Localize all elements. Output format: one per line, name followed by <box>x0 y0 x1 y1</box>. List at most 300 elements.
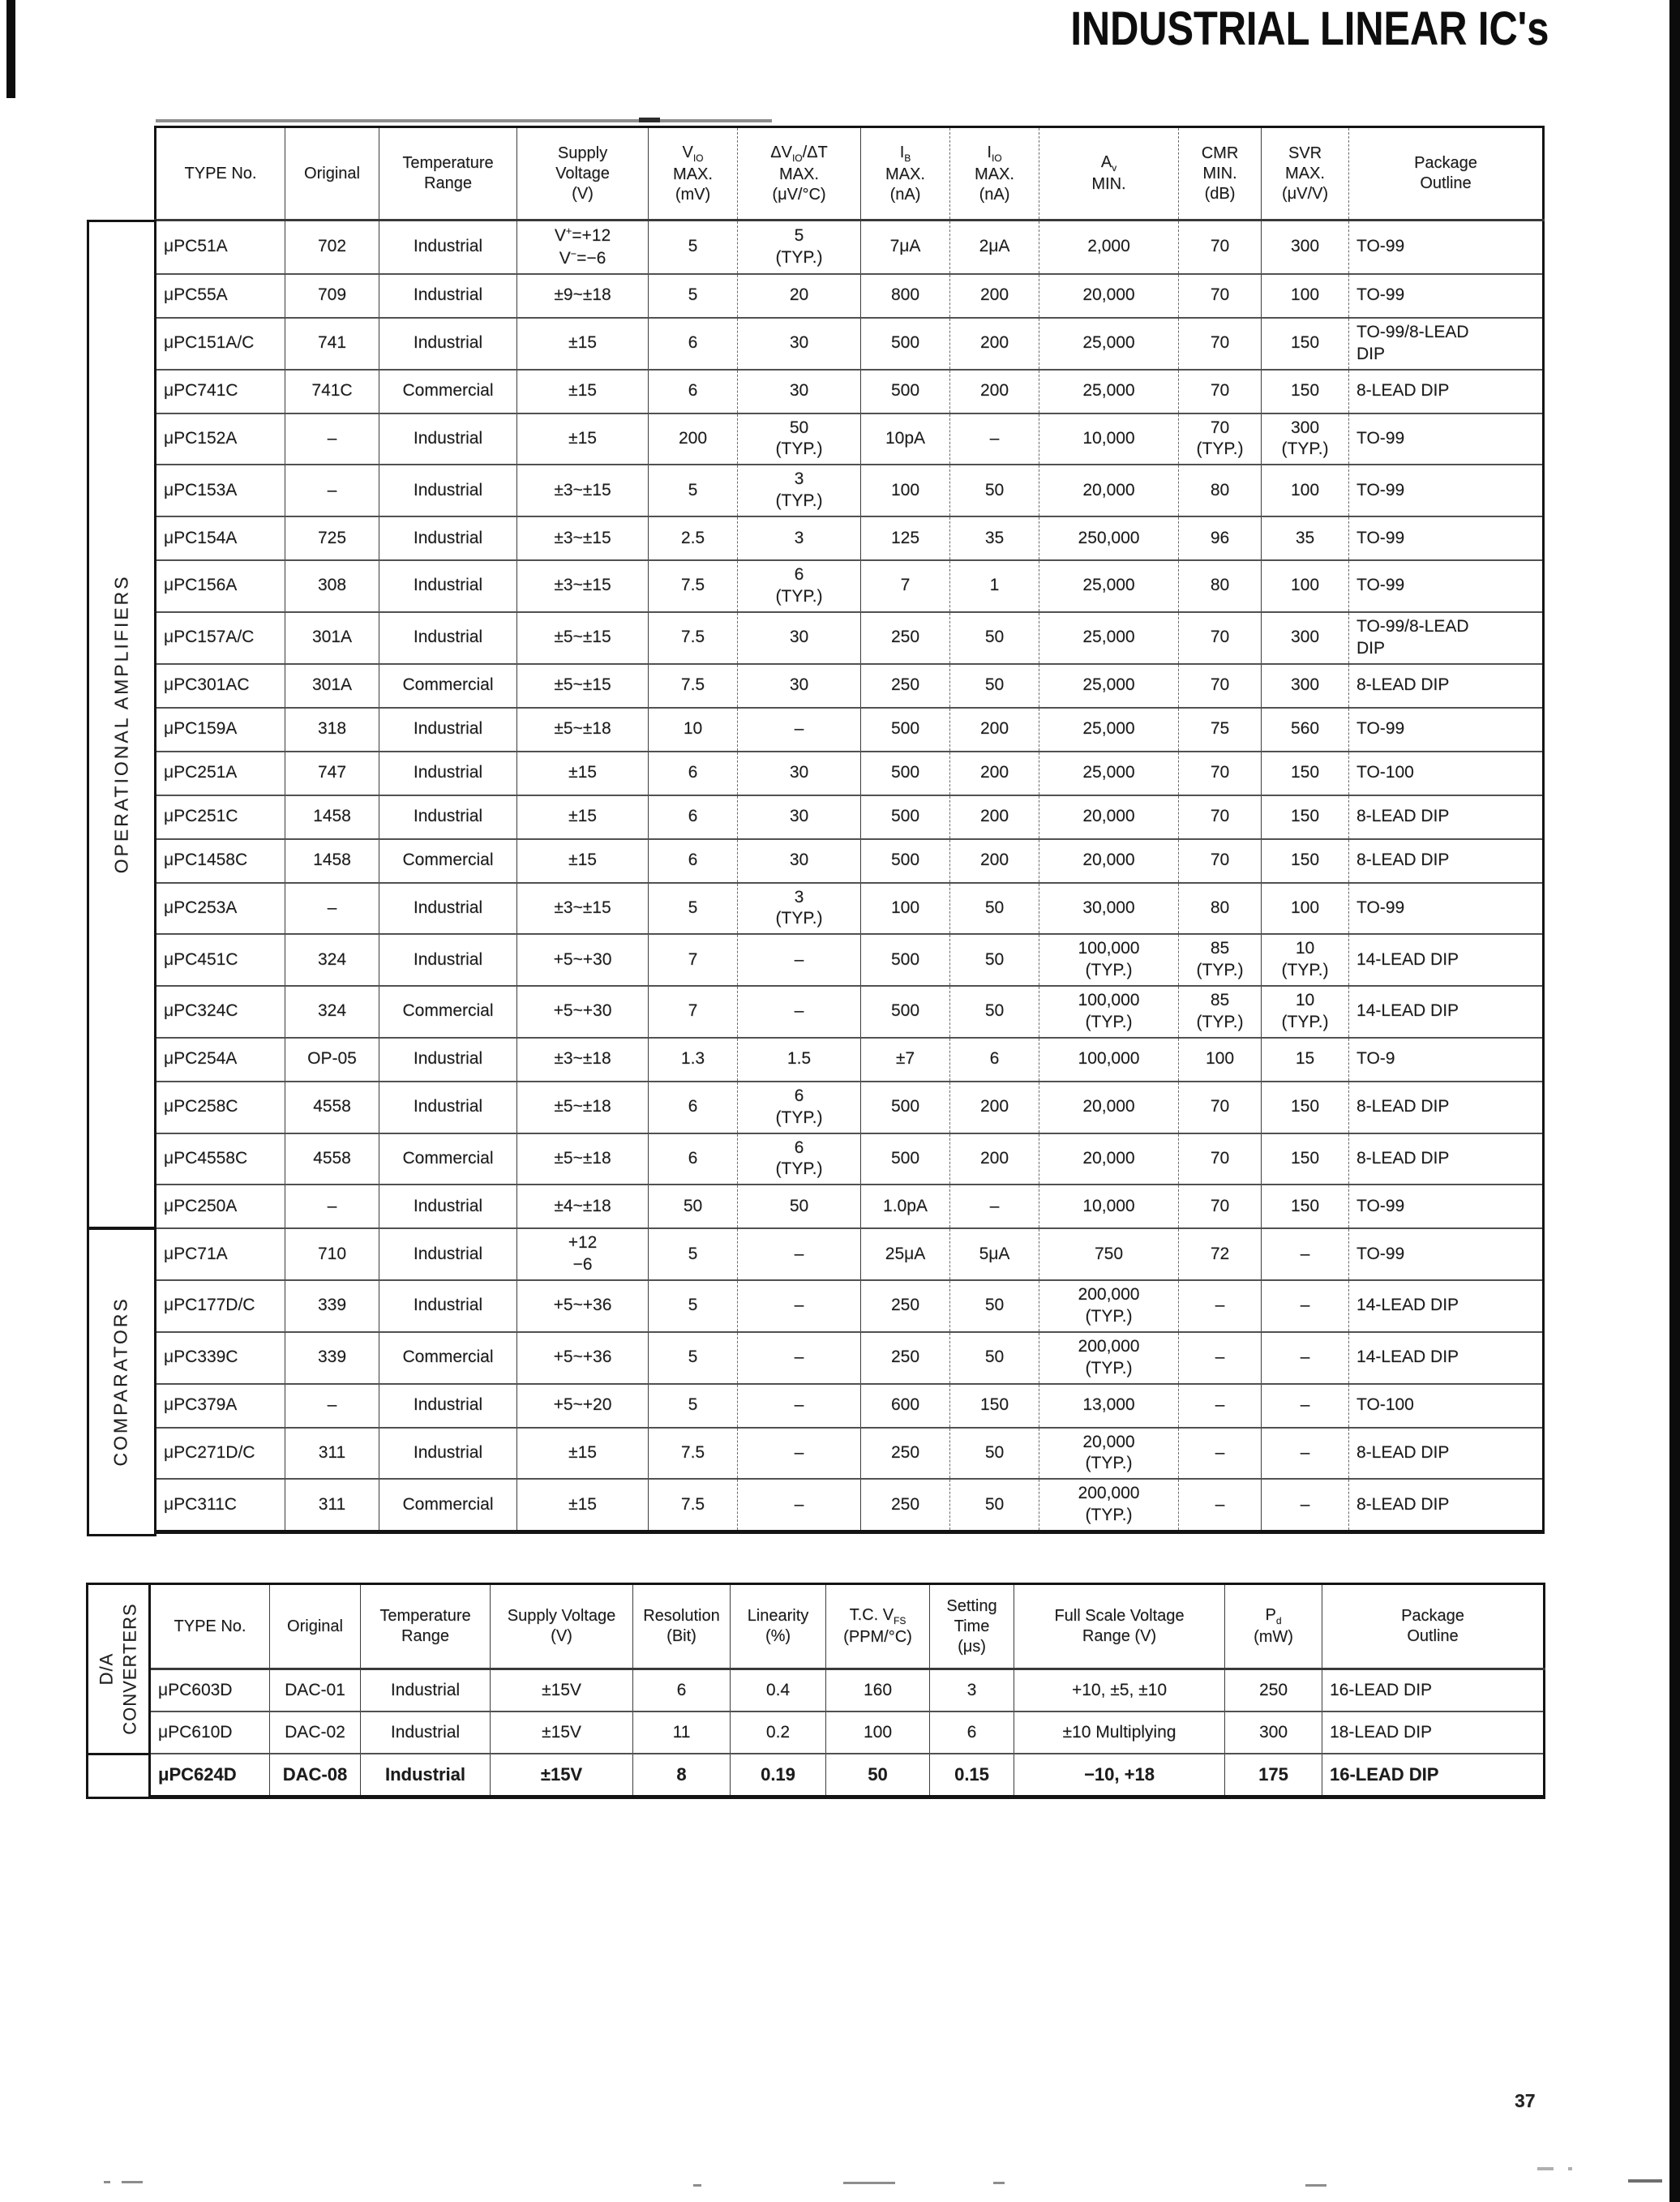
table-cell: – <box>285 413 379 465</box>
table-cell: TO-99 <box>1349 560 1544 612</box>
table-cell: 50 (TYP.) <box>738 413 861 465</box>
table-cell: 5 <box>649 1332 738 1384</box>
table-cell: 300 <box>1262 221 1349 274</box>
table-cell: 8-LEAD DIP <box>1349 1428 1544 1480</box>
table-cell: 100,000 <box>1039 1038 1179 1082</box>
table-cell: 500 <box>861 318 950 370</box>
table-cell: +5~+20 <box>517 1384 649 1428</box>
table-cell: 160 <box>826 1669 930 1712</box>
table-cell: 70 <box>1179 1185 1262 1228</box>
table-cell: 150 <box>1262 370 1349 413</box>
table-cell: 20,000 <box>1039 1133 1179 1185</box>
table-cell: ±15 <box>517 795 649 839</box>
table-cell: 725 <box>285 516 379 560</box>
table-row <box>156 1332 1544 1384</box>
table-cell: DAC-08 <box>270 1754 361 1797</box>
table-cell: – <box>1262 1428 1349 1480</box>
table-cell: μPC339C <box>164 1347 238 1367</box>
table-cell: 25,000 <box>1039 560 1179 612</box>
table-cell: ±15 <box>517 370 649 413</box>
table-cell: 10 <box>649 708 738 752</box>
table-cell: μPC51A <box>164 237 228 256</box>
table-cell: μPC153A <box>164 480 238 499</box>
column-header: Linearity (%) <box>731 1584 826 1669</box>
table-cell: 200 <box>950 370 1039 413</box>
table-cell: 6 (TYP.) <box>738 1133 861 1185</box>
table-cell: 25μA <box>861 1228 950 1280</box>
table-cell: 800 <box>861 274 950 318</box>
table-cell: μPC311C <box>164 1494 237 1514</box>
table-cell: 318 <box>285 708 379 752</box>
table-cell: TO-99 <box>1349 413 1544 465</box>
table-cell: 200 <box>950 274 1039 318</box>
table-cell: TO-99 <box>1349 883 1544 935</box>
table-cell: 8-LEAD DIP <box>1349 839 1544 883</box>
table-cell: – <box>738 1280 861 1332</box>
table-cell: 250 <box>861 612 950 664</box>
table-cell: 250 <box>861 1479 950 1532</box>
table-cell: ±9~±18 <box>517 274 649 318</box>
table-cell: 1458 <box>285 795 379 839</box>
table-cell: 100,000 (TYP.) <box>1039 934 1179 986</box>
table-cell: μPC603D <box>158 1680 233 1699</box>
table-cell: 50 <box>738 1185 861 1228</box>
table-cell: 500 <box>861 370 950 413</box>
table-cell: 301A <box>285 612 379 664</box>
table-cell: 7 <box>649 934 738 986</box>
table-cell: DAC-02 <box>270 1711 361 1754</box>
table-cell: 14-LEAD DIP <box>1349 1280 1544 1332</box>
column-header: Package Outline <box>1322 1584 1545 1669</box>
scan-dash <box>1628 2179 1662 2183</box>
table-cell: 200 <box>649 413 738 465</box>
table-cell: μPC159A <box>164 719 238 739</box>
table-cell: – <box>1179 1384 1262 1428</box>
column-header: $I_B$ MAX. (nA) <box>861 127 950 221</box>
table-cell: 20,000 <box>1039 1082 1179 1133</box>
section-label-operational-amplifiers: OPERATIONAL AMPLIFIERS <box>110 574 132 874</box>
table-cell: Industrial <box>379 883 517 935</box>
table-cell: ±3~±18 <box>517 1038 649 1082</box>
table-row <box>156 274 1544 318</box>
table-cell: 20,000 <box>1039 465 1179 516</box>
table-cell: 8-LEAD DIP <box>1349 1082 1544 1133</box>
table-cell: 70 (TYP.) <box>1179 413 1262 465</box>
table-cell: ±3~±15 <box>517 560 649 612</box>
table-cell: ±15 <box>517 318 649 370</box>
table-cell: 500 <box>861 1082 950 1133</box>
table-cell: 5 <box>649 883 738 935</box>
table-cell: – <box>738 1384 861 1428</box>
table-cell: 6 <box>649 1133 738 1185</box>
table-cell: 35 <box>1262 516 1349 560</box>
table-cell: 16-LEAD DIP <box>1322 1669 1545 1712</box>
table-cell: ±10 Multiplying <box>1014 1711 1225 1754</box>
table-cell: 311 <box>285 1428 379 1480</box>
table-cell: 5 <box>649 465 738 516</box>
table-cell: ±15V <box>491 1754 633 1797</box>
table-cell: TO-99 <box>1349 1228 1544 1280</box>
table-row <box>156 560 1544 612</box>
table-cell: 72 <box>1179 1228 1262 1280</box>
table-cell: 80 <box>1179 883 1262 935</box>
table-cell: 70 <box>1179 752 1262 795</box>
table-cell: 500 <box>861 752 950 795</box>
table-cell: 16-LEAD DIP <box>1322 1754 1545 1797</box>
table-cell: 200 <box>950 795 1039 839</box>
table-cell: 250 <box>861 1280 950 1332</box>
section-bracket-da-converters <box>86 1583 151 1755</box>
table-cell: μPC741C <box>164 381 238 401</box>
table-cell: 7.5 <box>649 560 738 612</box>
table-row <box>156 1280 1544 1332</box>
table-cell: 8-LEAD DIP <box>1349 664 1544 708</box>
table-cell: μPC258C <box>164 1097 238 1116</box>
column-header: CMR MIN. (dB) <box>1179 127 1262 221</box>
table-cell: 50 <box>950 1332 1039 1384</box>
table-cell: 8-LEAD DIP <box>1349 1133 1544 1185</box>
table-cell: μPC4558C <box>164 1148 248 1167</box>
table-cell: – <box>285 883 379 935</box>
header-row <box>156 127 1544 221</box>
table-cell: μPC154A <box>164 528 238 547</box>
table-cell: 80 <box>1179 465 1262 516</box>
table-cell: 6 <box>649 1082 738 1133</box>
table-cell: 11 <box>633 1711 731 1754</box>
table-cell: 2.5 <box>649 516 738 560</box>
table-cell: 70 <box>1179 839 1262 883</box>
table-cell: 50 <box>950 1428 1039 1480</box>
table-cell: – <box>738 708 861 752</box>
table-cell: 250 <box>861 1428 950 1480</box>
table-cell: Industrial <box>379 560 517 612</box>
table-cell: μPC254A <box>164 1049 238 1069</box>
table-cell: 6 <box>930 1711 1014 1754</box>
scan-dash <box>122 2181 143 2183</box>
table-cell: Industrial <box>379 612 517 664</box>
table-cell: Industrial <box>379 1384 517 1428</box>
table-cell: 25,000 <box>1039 612 1179 664</box>
table-cell: 50 <box>950 664 1039 708</box>
table-cell: 100 <box>826 1711 930 1754</box>
table-cell: – <box>1262 1479 1349 1532</box>
table-cell: 20,000 <box>1039 274 1179 318</box>
table-cell: 500 <box>861 839 950 883</box>
table-cell: 20 <box>738 274 861 318</box>
table-cell: 3 <box>738 516 861 560</box>
column-header: $V_{IO}$ MAX. (mV) <box>649 127 738 221</box>
table-cell: ±5~±15 <box>517 612 649 664</box>
table-cell: TO-99 <box>1349 1185 1544 1228</box>
column-header: Supply Voltage (V) <box>491 1584 633 1669</box>
table-cell: ±5~±15 <box>517 664 649 708</box>
table-cell: 560 <box>1262 708 1349 752</box>
table-cell: 709 <box>285 274 379 318</box>
table-cell: – <box>1262 1332 1349 1384</box>
table-cell: Industrial <box>379 465 517 516</box>
table-row <box>156 221 1544 274</box>
table-cell: 301A <box>285 664 379 708</box>
table-row <box>156 318 1544 370</box>
table-cell: Commercial <box>379 1133 517 1185</box>
table-cell: 80 <box>1179 560 1262 612</box>
table-cell: 50 <box>950 934 1039 986</box>
table-cell: 200 <box>950 1082 1039 1133</box>
table-cell: 3 <box>930 1669 1014 1712</box>
table-cell: V+=+12 V−=−6 <box>517 221 649 274</box>
table-cell: 70 <box>1179 1082 1262 1133</box>
table-cell: TO-99 <box>1349 516 1544 560</box>
table-cell: 70 <box>1179 795 1262 839</box>
table-cell: 7μA <box>861 221 950 274</box>
scan-mark <box>639 118 660 122</box>
table-cell: 741C <box>285 370 379 413</box>
table-cell: 300 (TYP.) <box>1262 413 1349 465</box>
table-cell: μPC156A <box>164 576 238 595</box>
table-row <box>156 1384 1544 1428</box>
table-cell: 30 <box>738 370 861 413</box>
table-cell: +5~+36 <box>517 1332 649 1384</box>
table-cell: +12 −6 <box>517 1228 649 1280</box>
table-cell: 50 <box>826 1754 930 1797</box>
table-cell: 50 <box>649 1185 738 1228</box>
table-cell: 4558 <box>285 1133 379 1185</box>
table-row <box>156 1038 1544 1082</box>
table-cell: Industrial <box>379 274 517 318</box>
table-cell: 10,000 <box>1039 1185 1179 1228</box>
column-header: Package Outline <box>1349 127 1544 221</box>
table-cell: – <box>738 1228 861 1280</box>
table-row <box>156 465 1544 516</box>
table-cell: 1.3 <box>649 1038 738 1082</box>
table-cell: 30 <box>738 795 861 839</box>
table-cell: 50 <box>950 612 1039 664</box>
scan-dash <box>104 2181 110 2183</box>
table-cell: Commercial <box>379 370 517 413</box>
table-cell: Industrial <box>379 795 517 839</box>
table-cell: 1.0pA <box>861 1185 950 1228</box>
table-cell: 14-LEAD DIP <box>1349 986 1544 1038</box>
table-cell: μPC610D <box>158 1722 233 1741</box>
table-row <box>156 839 1544 883</box>
table-cell: 250 <box>1225 1669 1322 1712</box>
table-cell: ±3~±15 <box>517 883 649 935</box>
table-cell: – <box>285 1185 379 1228</box>
table-cell: 500 <box>861 1133 950 1185</box>
table-cell: 30 <box>738 318 861 370</box>
table-cell: ±15 <box>517 752 649 795</box>
table-cell: ±15 <box>517 839 649 883</box>
scan-smudge <box>156 119 772 122</box>
table-cell: 500 <box>861 708 950 752</box>
column-header: Temperature Range <box>361 1584 491 1669</box>
table-cell: Industrial <box>379 1185 517 1228</box>
table-cell: Industrial <box>379 221 517 274</box>
table-cell: – <box>1179 1280 1262 1332</box>
table-cell: ±5~±18 <box>517 1133 649 1185</box>
table-cell: 200,000 (TYP.) <box>1039 1479 1179 1532</box>
table-cell: μPC157A/C <box>164 628 255 647</box>
table-cell: 100 <box>1179 1038 1262 1082</box>
table-cell: TO-99/8-LEAD DIP <box>1349 612 1544 664</box>
table-cell: 300 <box>1262 664 1349 708</box>
table-cell: 600 <box>861 1384 950 1428</box>
table-cell: 200 <box>950 1133 1039 1185</box>
table-cell: +5~+30 <box>517 986 649 1038</box>
table-row <box>156 1428 1544 1480</box>
table-cell: 7 <box>861 560 950 612</box>
table-cell: 10 (TYP.) <box>1262 934 1349 986</box>
table-cell: 1.5 <box>738 1038 861 1082</box>
table-cell: Industrial <box>379 752 517 795</box>
table-cell: 6 <box>649 370 738 413</box>
table-cell: Industrial <box>379 1228 517 1280</box>
table-cell: +5~+30 <box>517 934 649 986</box>
table-cell: 324 <box>285 986 379 1038</box>
table-cell: 200 <box>950 708 1039 752</box>
table-row <box>156 986 1544 1038</box>
table-cell: 96 <box>1179 516 1262 560</box>
table-cell: 85 (TYP.) <box>1179 934 1262 986</box>
table-cell: – <box>1179 1479 1262 1532</box>
table-cell: 50 <box>950 465 1039 516</box>
table-cell: 710 <box>285 1228 379 1280</box>
table-cell: μPC71A <box>164 1244 228 1263</box>
table-row <box>156 612 1544 664</box>
table-cell: TO-100 <box>1349 752 1544 795</box>
table-cell: 6 (TYP.) <box>738 560 861 612</box>
table-cell: 75 <box>1179 708 1262 752</box>
table-cell: 200,000 (TYP.) <box>1039 1332 1179 1384</box>
table-cell: 339 <box>285 1280 379 1332</box>
table-cell: 4558 <box>285 1082 379 1133</box>
table-cell: OP-05 <box>285 1038 379 1082</box>
table-cell: 10pA <box>861 413 950 465</box>
table-cell: 10 (TYP.) <box>1262 986 1349 1038</box>
scan-dots <box>1537 2167 1554 2170</box>
table-cell: 35 <box>950 516 1039 560</box>
table-cell: 5 <box>649 1280 738 1332</box>
table-cell: μPC152A <box>164 428 238 448</box>
table-cell: Industrial <box>379 413 517 465</box>
table-cell: 30 <box>738 839 861 883</box>
table-cell: – <box>1179 1428 1262 1480</box>
table-cell: – <box>285 465 379 516</box>
column-header: $P_d$ (mW) <box>1225 1584 1322 1669</box>
table-row <box>156 752 1544 795</box>
table-row <box>156 1479 1544 1532</box>
table-cell: 100 <box>1262 883 1349 935</box>
column-header: $\Delta V_{IO}/\Delta T$ MAX. (μV/°C) <box>738 127 861 221</box>
table-cell: 150 <box>1262 795 1349 839</box>
scan-dots <box>1568 2167 1572 2170</box>
table-cell: 150 <box>950 1384 1039 1428</box>
column-header: T.C. $V_{FS}$ (PPM/°C) <box>826 1584 930 1669</box>
table-cell: ±3~±15 <box>517 516 649 560</box>
table-cell: 6 <box>633 1669 731 1712</box>
column-header: $A_v$ MIN. <box>1039 127 1179 221</box>
table-row <box>156 934 1544 986</box>
table-cell: ±15 <box>517 1479 649 1532</box>
table-cell: μPC379A <box>164 1395 238 1415</box>
table-cell: – <box>950 1185 1039 1228</box>
table-cell: 5 <box>649 274 738 318</box>
table-cell: TO-100 <box>1349 1384 1544 1428</box>
table-cell: ±15V <box>491 1711 633 1754</box>
table-cell: 8-LEAD DIP <box>1349 370 1544 413</box>
table-cell: Commercial <box>379 1479 517 1532</box>
table-cell: 7.5 <box>649 1479 738 1532</box>
table-cell: – <box>738 1428 861 1480</box>
table-cell: – <box>950 413 1039 465</box>
table-cell: +5~+36 <box>517 1280 649 1332</box>
table-row <box>150 1669 1545 1712</box>
table-cell: 6 <box>649 752 738 795</box>
column-header: Setting Time (μs) <box>930 1584 1014 1669</box>
table-cell: 339 <box>285 1332 379 1384</box>
table-cell: Industrial <box>361 1669 491 1712</box>
column-header: $I_{IO}$ MAX. (nA) <box>950 127 1039 221</box>
table-cell: 500 <box>861 934 950 986</box>
table-cell: ±15V <box>491 1669 633 1712</box>
table-cell: 20,000 <box>1039 839 1179 883</box>
scan-edge-right <box>1669 0 1680 2202</box>
table-cell: 6 <box>649 839 738 883</box>
table-cell: 200 <box>950 839 1039 883</box>
column-header: SVR MAX. (μV/V) <box>1262 127 1349 221</box>
table-cell: 150 <box>1262 1185 1349 1228</box>
table-cell: ±15 <box>517 413 649 465</box>
section-label-da-converters: D/A CONVERTERS <box>96 1603 139 1735</box>
table-cell: μPC301AC <box>164 675 250 695</box>
table-cell: 250,000 <box>1039 516 1179 560</box>
table-cell: 25,000 <box>1039 708 1179 752</box>
table-cell: 702 <box>285 221 379 274</box>
opamp-comparator-table <box>154 126 1545 1534</box>
table-row <box>156 1185 1544 1228</box>
table-cell: Commercial <box>379 986 517 1038</box>
table-cell: 200 <box>950 752 1039 795</box>
table-cell: μPC55A <box>164 285 228 305</box>
table-cell: 6 (TYP.) <box>738 1082 861 1133</box>
table-row <box>156 883 1544 935</box>
table-cell: 3 (TYP.) <box>738 883 861 935</box>
table-cell: 25,000 <box>1039 664 1179 708</box>
table-cell: TO-99 <box>1349 274 1544 318</box>
column-header: Full Scale Voltage Range (V) <box>1014 1584 1225 1669</box>
table-cell: Industrial <box>379 516 517 560</box>
table-cell: Industrial <box>361 1754 491 1797</box>
table-cell: ±3~±15 <box>517 465 649 516</box>
table-cell: TO-99 <box>1349 221 1544 274</box>
table-row <box>150 1711 1545 1754</box>
section-bracket-operational-amplifiers <box>87 220 156 1230</box>
table-cell: 200,000 (TYP.) <box>1039 1280 1179 1332</box>
column-header: Supply Voltage (V) <box>517 127 649 221</box>
table-cell: μPC151A/C <box>164 333 255 353</box>
table-cell: Commercial <box>379 664 517 708</box>
table-cell: 6 <box>649 318 738 370</box>
table-cell: 30 <box>738 752 861 795</box>
scan-mark-top-left <box>6 0 15 98</box>
table-cell: 7.5 <box>649 612 738 664</box>
table-cell: Industrial <box>379 318 517 370</box>
table-cell: 70 <box>1179 370 1262 413</box>
table-cell: 70 <box>1179 221 1262 274</box>
table-cell: – <box>738 986 861 1038</box>
table-cell: TO-9 <box>1349 1038 1544 1082</box>
table-cell: μPC251A <box>164 763 238 782</box>
